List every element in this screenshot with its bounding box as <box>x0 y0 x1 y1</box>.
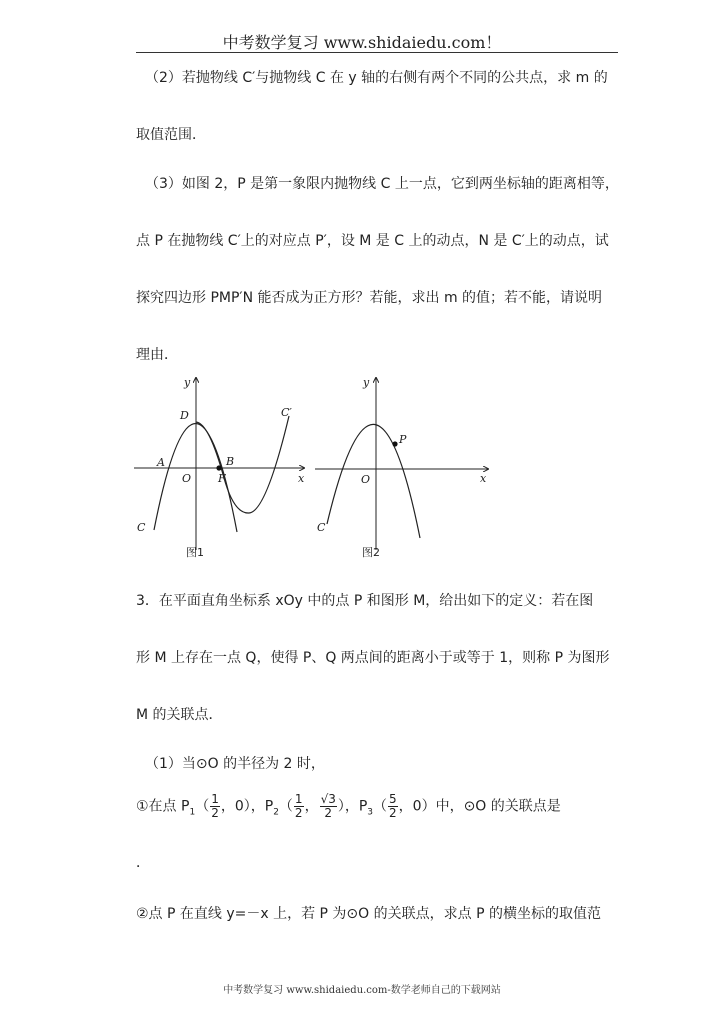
q3-line-3: 探究四边形 PMP′N 能否成为正方形？若能，求出 m 的值；若不能，请说明 <box>136 290 603 306</box>
page-footer: 中考数学复习 www.shidaiedu.com-数学老师自己的下载网站 <box>223 985 501 996</box>
q3-line-4: 理由． <box>136 347 178 363</box>
label-x: x <box>298 472 305 485</box>
label-c-prime: C′ <box>281 406 292 419</box>
label-f: F <box>218 472 226 485</box>
label-d: D <box>180 409 189 422</box>
label-o: O <box>361 473 371 486</box>
page-header: 中考数学复习 www.shidaiedu.com！ <box>222 33 502 52</box>
p3-item-2: ②点 P 在直线 y=－x 上，若 P 为⊙O 的关联点，求点 P 的横坐标的取值范 <box>136 906 601 922</box>
q2-line-2: 取值范围． <box>136 127 206 143</box>
q3-line-1: （3）如图 2，P 是第一象限内抛物线 C 上一点，它到两坐标轴的距离相等， <box>145 176 619 192</box>
figure-1 <box>134 372 310 560</box>
p3-line-3: M 的关联点． <box>136 707 223 723</box>
figure-1-caption: 图1 <box>186 546 204 559</box>
p3-sub-1: （1）当⊙O 的半径为 2 时， <box>145 756 325 772</box>
fraction-one-half: $\frac{1}{2}$ <box>294 792 303 820</box>
header-rule <box>136 52 618 53</box>
p3-line-1: 3．在平面直角坐标系 xOy 中的点 P 和图形 M，给出如下的定义：若在图 <box>136 593 594 609</box>
label-y: y <box>363 376 370 389</box>
answer-blank-dot: ． <box>136 855 150 871</box>
point-b <box>216 465 221 470</box>
label-c: C <box>137 521 146 534</box>
label-b: B <box>226 455 235 468</box>
label-y: y <box>184 376 191 389</box>
figure-2-caption: 图2 <box>362 546 380 559</box>
fraction-one-half: $\frac{1}{2}$ <box>211 792 219 820</box>
figure-2 <box>312 372 494 560</box>
label-p: P <box>399 433 407 446</box>
q2-line-1: （2）若抛物线 C′与抛物线 C 在 y 轴的右侧有两个不同的公共点，求 m 的 <box>145 70 608 86</box>
label-a: A <box>157 456 165 469</box>
point-p <box>392 441 397 446</box>
parabola-c-prime <box>196 416 289 513</box>
label-c: C <box>317 521 326 534</box>
fraction-five-half: $\frac{5}{2}$ <box>389 792 397 820</box>
q3-line-2: 点 P 在抛物线 C′上的对应点 P′，设 M 是 C 上的动点，N 是 C′上的动点，试 <box>136 233 609 249</box>
fraction-root3-half: $\frac{√3}{2}$ <box>320 792 336 820</box>
p3-item-1: ①在点 $P_1$（ $\frac{1}{2}$ ，0），$P_2$（ $\frac{1}{2}$ ， $\frac{√3}{2}$ ），$P_3$（ $\frac{5}{2}$ ，0）中，⊙O 的关联点是 <box>136 792 561 820</box>
label-x: x <box>480 472 487 485</box>
p3-line-2: 形 M 上存在一点 Q，使得 P、Q 两点间的距离小于或等于 1，则称 P 为图形 <box>136 650 610 666</box>
label-o: O <box>182 472 192 485</box>
